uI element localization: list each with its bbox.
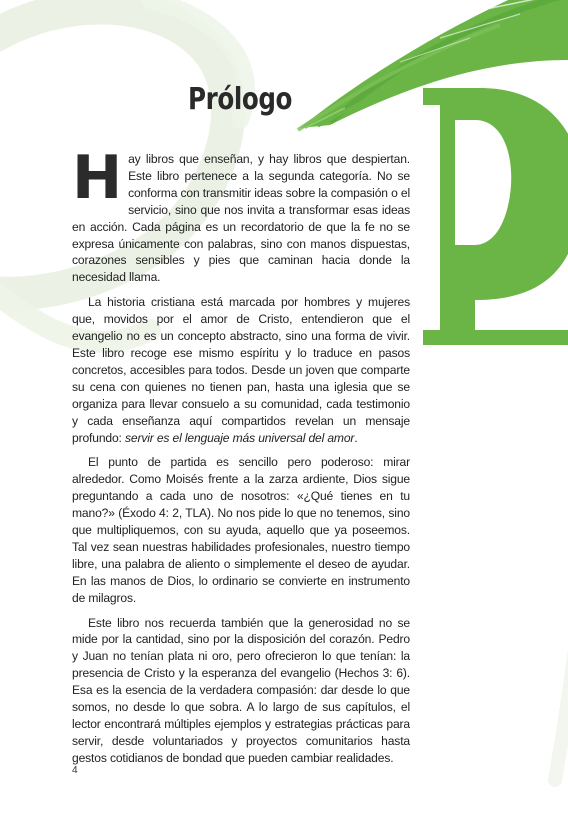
- page-title: Prólogo: [188, 82, 293, 117]
- paragraph-2-emphasis: servir es el lenguaje más universal del amor: [124, 430, 355, 445]
- paragraph-1: [72, 143, 410, 286]
- decorative-letter-p: [423, 88, 568, 345]
- paragraph-2: [72, 294, 410, 446]
- paragraph-4-text: Este libro nos recuerda también que la generosidad no se mide por la cantidad, sino por la disposición del corazón. Pedro y Juan no tenían plata ni oro, pero ofrecieron lo que tenían: la presencia de Cristo y la esperanza del evangelio (Hechos 3: 6). Esa es la esencia de la verdadera compasión: dar desde lo que somos, no desde lo que sobra. A lo largo de sus capítulos, el lector encontrará múltiples ejemplos y estrategias prácticas para servir, desde voluntariados y proyectos comunitarios hasta gestos cotidianos de bondad que pueden cambiar realidades.: [72, 615, 410, 765]
- paragraph-3: [72, 454, 410, 606]
- paragraph-1-text: ay libros que enseñan, y hay libros que despiertan. Este libro pertenece a la segunda categoría. No se conforma con transmitir ideas sobre la compasión o el servicio, sino que nos invita a transformar esas ideas en acción. Cada página es un recordatorio de que la fe no se expresa únicamente con palabras, sino con manos dispuestas, corazones sensibles y pies que caminan hacia donde la necesidad llama.: [72, 152, 410, 285]
- body-text: [72, 143, 410, 775]
- paragraph-2-text: La historia cristiana está marcada por hombres y mujeres que, movidos por el amor de Cristo, entendieron que el evangelio no es un concepto abstracto, sino una forma de vivir. Este libro recoge ese mismo espíritu y lo traduce en pasos concretos, accesibles para todos. Desde un joven que comparte su cena con quienes no tienen pan, hasta una iglesia que se organiza para llevar consuelo a su comunidad, cada testimonio y cada enseñanza aquí compartidos revelan un mensaje profundo:: [72, 295, 410, 445]
- paragraph-4: [72, 615, 410, 767]
- page-number: 4: [72, 765, 78, 776]
- drop-cap: H: [72, 143, 123, 213]
- paragraph-2-tail: .: [354, 430, 358, 445]
- paragraph-3-text: El punto de partida es sencillo pero poderoso: mirar alrededor. Como Moisés frente a la zarza ardiente, Dios sigue preguntando a cada uno de nosotros: «¿Qué tienes en tu mano?» (Éxodo 4: 2, TLA). No nos pide lo que no tenemos, sino que multipliquemos, con su ayuda, aquello que ya poseemos. Tal vez sean nuestras habilidades profesionales, nuestro tiempo libre, una palabra de aliento o simplemente el deseo de ayudar. En las manos de Dios, lo ordinario se convierte en instrumento de milagros.: [72, 455, 410, 605]
